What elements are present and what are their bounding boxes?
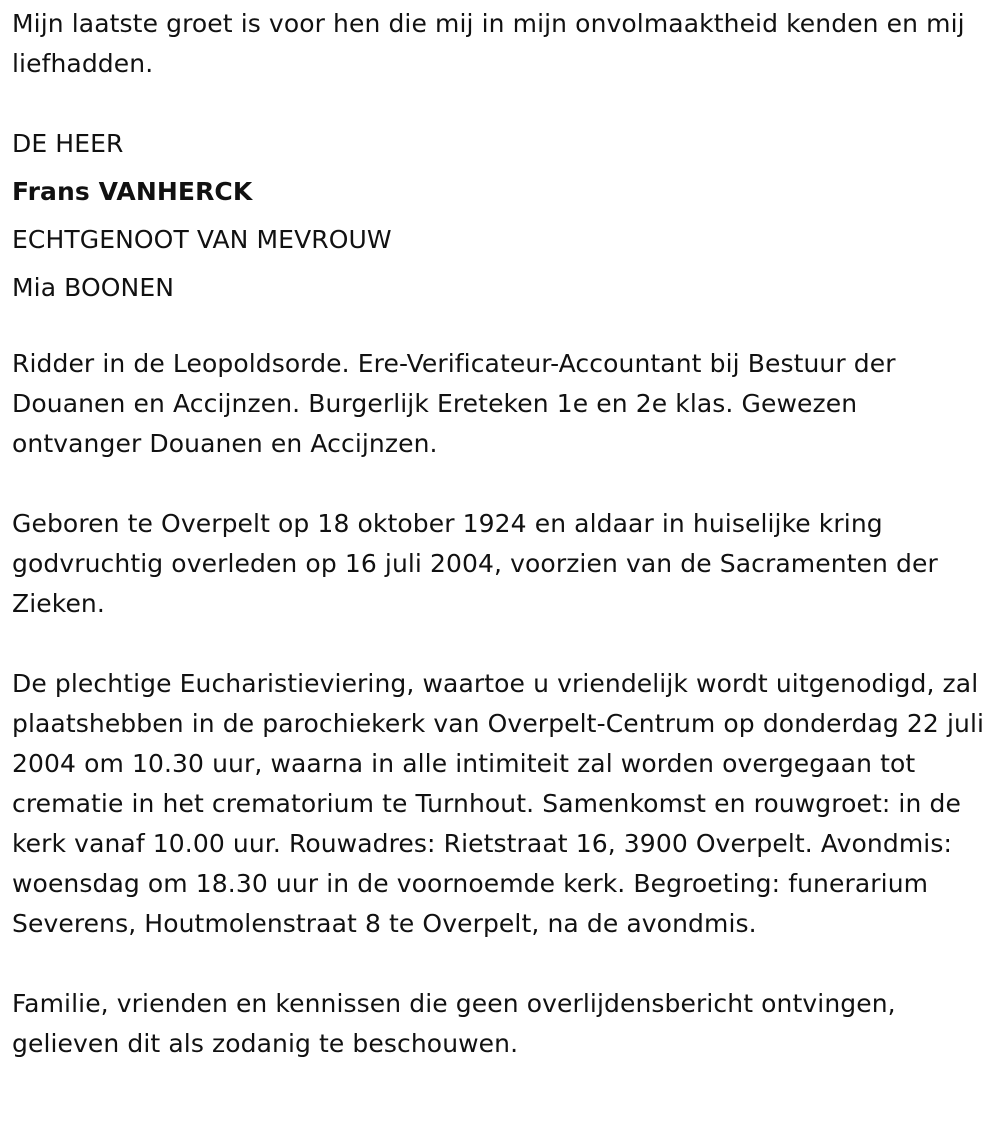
salutation: DE HEER [12,129,124,158]
spouse-label: ECHTGENOOT VAN MEVROUW [12,225,392,254]
closing-note: Familie, vrienden en kennissen die geen overlijdensbericht ontvingen, gelieven dit als zodanig te beschouwen. [12,989,896,1058]
spouse-name: Mia BOONEN [12,273,175,302]
birth-death-paragraph: Geboren te Overpelt op 18 oktober 1924 en aldaar in huiselijke kring godvruchtig overleden op 16 juli 2004, voorzien van de Sacramenten der Zieken. [12,509,938,618]
deceased-heading [12,120,988,312]
honors-paragraph: Ridder in de Leopoldsorde. Ere-Verificateur-Accountant bij Bestuur der Douanen en Accijnzen. Burgerlijk Ereteken 1e en 2e klas. Gewezen ontvanger Douanen en Accijnzen. [12,349,896,458]
opening-quote: Mijn laatste groet is voor hen die mij in mijn onvolmaaktheid kenden en mij liefhadden. [12,9,965,78]
ceremony-paragraph: De plechtige Eucharistieviering, waartoe u vriendelijk wordt uitgenodigd, zal plaatshebben in de parochiekerk van Overpelt-Centrum op donderdag 22 juli 2004 om 10.30 uur, waarna in alle intimiteit zal worden overgegaan tot crematie in het crematorium te Turnhout. Samenkomst en rouwgroet: in de kerk vanaf 10.00 uur. Rouwadres: Rietstraat 16, 3900 Overpelt. Avondmis: woensdag om 18.30 uur in de voornoemde kerk. Begroeting: funerarium Severens, Houtmolenstraat 8 te Overpelt, na de avondmis. [12,669,985,938]
deceased-name: Frans VANHERCK [12,177,253,206]
